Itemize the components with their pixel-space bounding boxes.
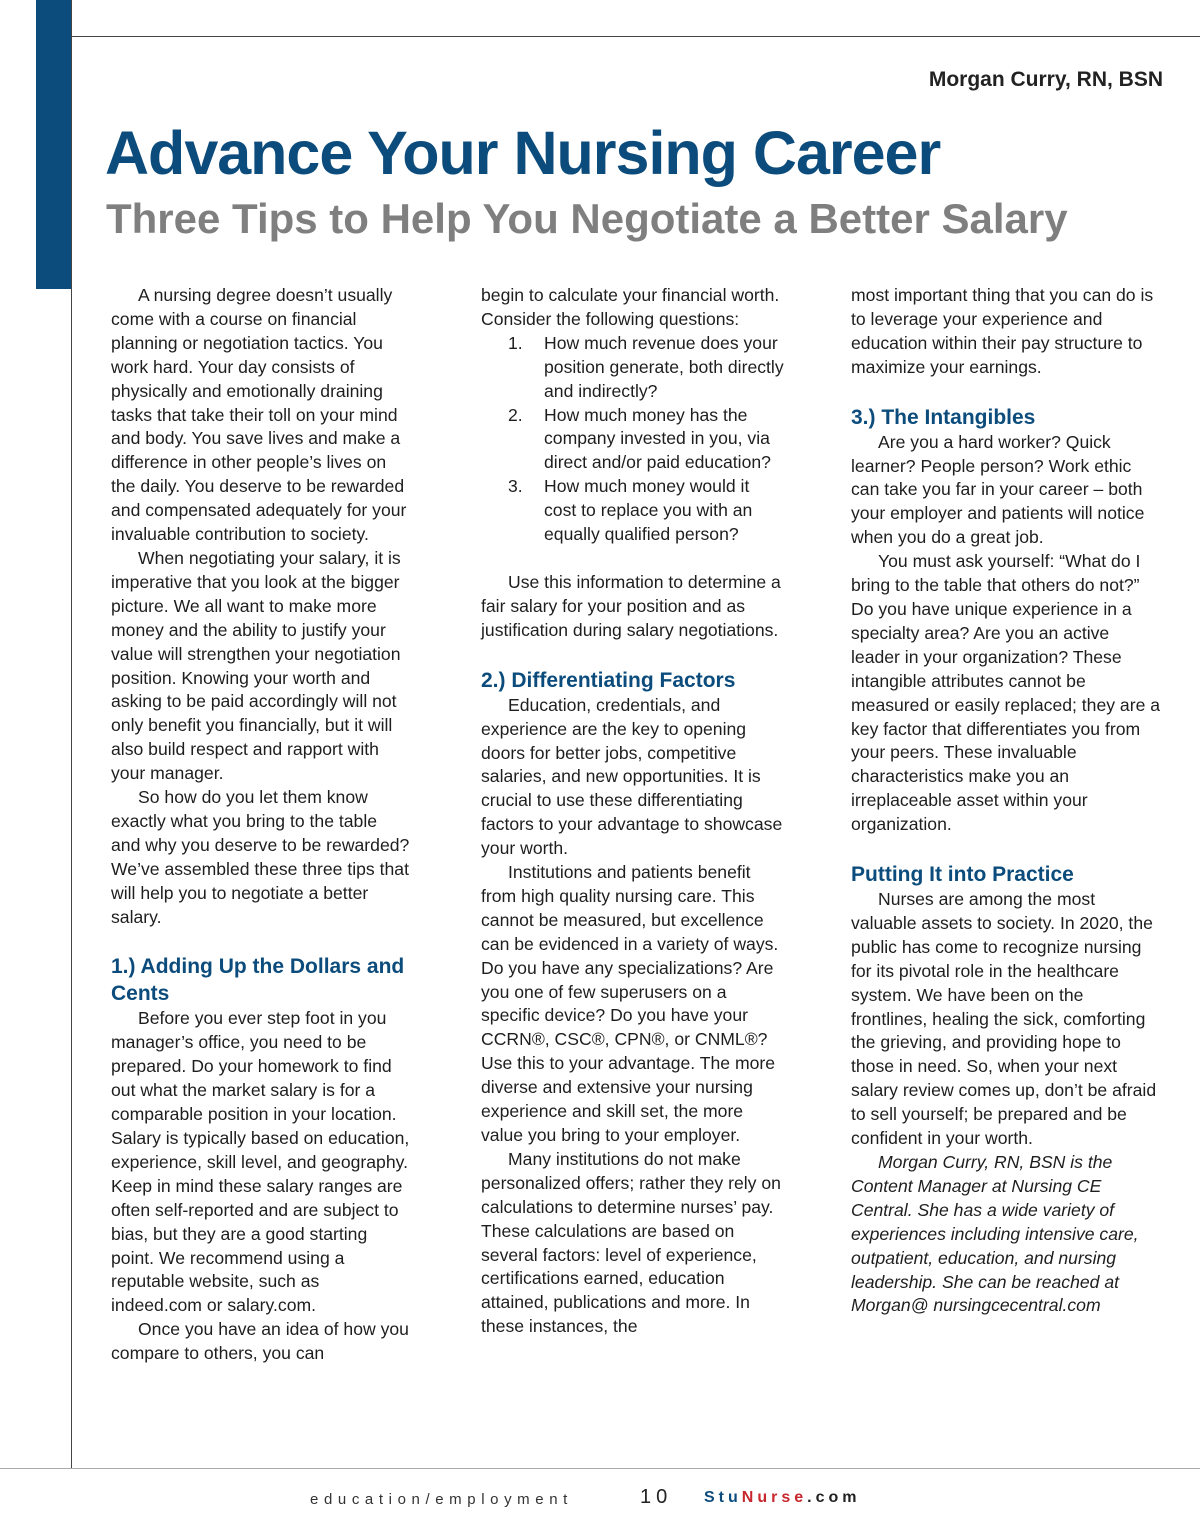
brand-nurse: Nurse bbox=[741, 1489, 808, 1506]
list-number: 2. bbox=[508, 404, 523, 425]
brand-stu: Stu bbox=[704, 1489, 742, 1506]
list-number: 3. bbox=[508, 476, 523, 497]
paragraph: Nurses are among the most valuable assets to society. In 2020, the public has come to recognize nursing for its pivotal role in the healthcare system. We have been on the frontlines, healing the sick, comforting the grieving, and providing hope to those in need. So, when your next salary review comes up, don’t be afraid to sell yourself; be prepared and be confident in your worth. bbox=[851, 889, 1157, 1149]
spacer bbox=[481, 547, 786, 571]
list-number: 1. bbox=[508, 332, 523, 353]
footer-rule bbox=[0, 1468, 1200, 1469]
top-rule bbox=[72, 36, 1200, 37]
paragraph: A nursing degree doesn’t usually come with a course on financial planning or negotiation tactics. You work hard. Your day consists of physically and emotionally draining tasks that take their toll on your mind and body. You save lives and make a difference in other people’s lives on the daily. You deserve to be rewarded and compensated adequately for your invaluable contribution to society. bbox=[111, 285, 407, 545]
paragraph: You must ask yourself: “What do I bring to the table that others do not?” Do you have unique experience in a specialty area? Are you an active leader in your organization? These intangible attributes cannot be measured or easily replaced; they are a key factor that differentiates you from your peers. These invaluable characteristics make you an irreplaceable asset within your organization. bbox=[851, 551, 1161, 835]
author-bio: Morgan Curry, RN, BSN is the Content Manager at Nursing CE Central. She has a wide variety of experiences including intensive care, outpatient, education, and nursing leadership. She can be reached at Morgan@ nursingcecentral.com bbox=[851, 1152, 1139, 1316]
paragraph: Many institutions do not make personalized offers; rather they rely on calculations to determine nurses’ pay. These calculations are based on several factors: level of experience, certifications earned, education attained, publications and more. In these instances, the bbox=[481, 1148, 781, 1337]
paragraph: Before you ever step foot in you manager’s office, you need to be prepared. Do your homework to find out what the market salary is for a comparable position in your location. Salary is typically based on education, experience, skill level, and geography. Keep in mind these salary ranges are often self-reported and are subject to bias, but they are a good starting point. We recommend using a reputable website, such as indeed.com or salary.com. bbox=[111, 1008, 410, 1316]
column-1 bbox=[111, 284, 411, 1366]
list-item-text: How much revenue does your position generate, both directly and indirectly? bbox=[544, 332, 784, 401]
paragraph: When negotiating your salary, it is imperative that you look at the bigger picture. We all want to make more money and the ability to justify your value will strengthen your negotiation position. Knowing your worth and asking to be paid accordingly will not only benefit you financially, but it will also build respect and rapport with your manager. bbox=[111, 547, 401, 784]
paragraph: begin to calculate your financial worth. Consider the following questions: bbox=[481, 285, 780, 329]
list-item-text: How much money would it cost to replace you with an equally qualified person? bbox=[544, 476, 753, 545]
section-heading-4: Putting It into Practice bbox=[851, 863, 1074, 887]
paragraph: Are you a hard worker? Quick learner? People person? Work ethic can take you far in your career – both your employer and patients will notice when you do a great job. bbox=[851, 431, 1145, 548]
section-heading-1: 1.) Adding Up the Dollars and Cents bbox=[111, 955, 405, 1006]
article-subtitle: Three Tips to Help You Negotiate a Better Salary bbox=[106, 195, 1068, 242]
questions-list bbox=[481, 332, 786, 547]
footer-section-label: education/employment bbox=[310, 1491, 573, 1508]
column-3 bbox=[851, 284, 1161, 1318]
column-2 bbox=[481, 284, 786, 1339]
paragraph: Education, credentials, and experience are the key to opening doors for better jobs, competitive salaries, and new opportunities. It is crucial to use these differentiating factors to your advantage to showcase your worth. bbox=[481, 694, 783, 859]
paragraph: Use this information to determine a fair salary for your position and as justification during salary negotiations. bbox=[481, 571, 781, 640]
paragraph: Institutions and patients benefit from high quality nursing care. This cannot be measured, but excellence can be evidenced in a variety of ways. Do you have any specializations? Are you one of few superusers on a specific device? Do you have your CCRN®, CSC®, CPN®, or CNML®? Use this to your advantage. The more diverse and extensive your nursing experience and skill set, the more value you bring to your employer. bbox=[481, 862, 779, 1145]
brand-com: .com bbox=[807, 1489, 861, 1506]
article-title: Advance Your Nursing Career bbox=[105, 119, 941, 187]
page-number: 10 bbox=[640, 1486, 673, 1508]
accent-side-bar bbox=[36, 0, 72, 289]
paragraph: most important thing that you can do is to leverage your experience and education within their pay structure to maximize your earnings. bbox=[851, 285, 1154, 377]
list-item bbox=[481, 475, 786, 547]
section-heading-3: 3.) The Intangibles bbox=[851, 405, 1036, 429]
list-item-text: How much money has the company invested in you, via direct and/or paid education? bbox=[544, 404, 771, 473]
list-item bbox=[481, 404, 786, 476]
author-byline: Morgan Curry, RN, BSN bbox=[928, 68, 1163, 91]
margin-rule bbox=[71, 0, 72, 1468]
paragraph: Once you have an idea of how you compare to others, you can bbox=[111, 1319, 409, 1364]
list-item bbox=[481, 332, 786, 404]
paragraph: So how do you let them know exactly what you bring to the table and why you deserve to be rewarded? We’ve assembled these three tips that will help you to negotiate a better salary. bbox=[111, 787, 410, 927]
brand-logo bbox=[704, 1489, 860, 1507]
section-heading-2: 2.) Differentiating Factors bbox=[481, 668, 736, 692]
